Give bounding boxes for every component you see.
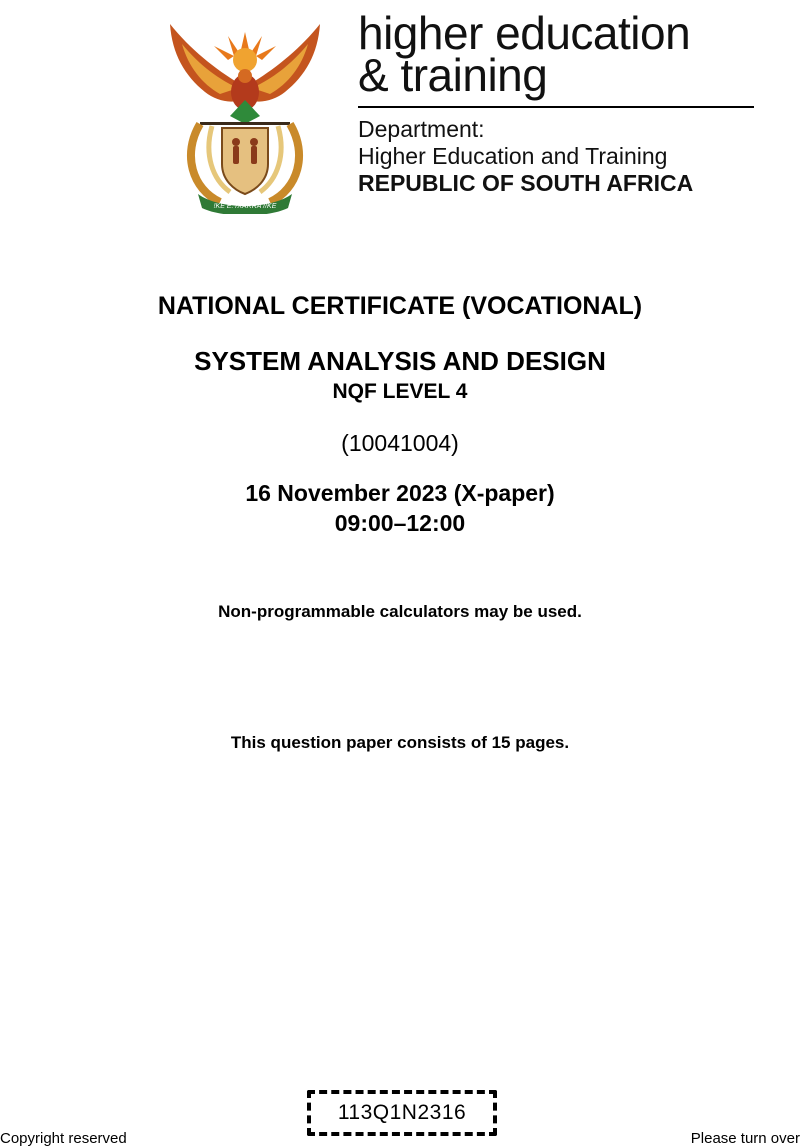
certificate-title: NATIONAL CERTIFICATE (VOCATIONAL) xyxy=(157,292,643,320)
department-wordmark xyxy=(358,7,691,101)
nqf-level: NQF LEVEL 4 xyxy=(332,380,468,403)
svg-text:!KE E: /XARRA //KE: !KE E: /XARRA //KE xyxy=(213,203,277,210)
header-divider xyxy=(358,106,754,108)
exam-date: 16 November 2023 (X-paper) xyxy=(245,480,555,506)
calculator-instruction: Non-programmable calculators may be used. xyxy=(218,602,582,621)
wordmark-line-2: & training xyxy=(358,49,548,101)
paper-code-box xyxy=(307,1090,497,1136)
wordmark-line-1: higher education xyxy=(358,7,691,59)
department-label: Department: xyxy=(358,116,485,142)
subject-code: (10041004) xyxy=(341,430,459,456)
paper-code: 113Q1N2316 xyxy=(337,1101,467,1124)
turn-over-notice: Please turn over xyxy=(690,1130,800,1147)
country-name: REPUBLIC OF SOUTH AFRICA xyxy=(358,170,694,196)
department-details xyxy=(358,116,693,197)
coat-of-arms-logo xyxy=(160,14,330,214)
exam-time: 09:00–12:00 xyxy=(334,510,466,536)
page-count-instruction: This question paper consists of 15 pages. xyxy=(230,733,570,752)
department-name: Higher Education and Training xyxy=(358,143,668,169)
copyright-notice: Copyright reserved xyxy=(0,1130,127,1147)
subject-title: SYSTEM ANALYSIS AND DESIGN xyxy=(194,346,606,376)
